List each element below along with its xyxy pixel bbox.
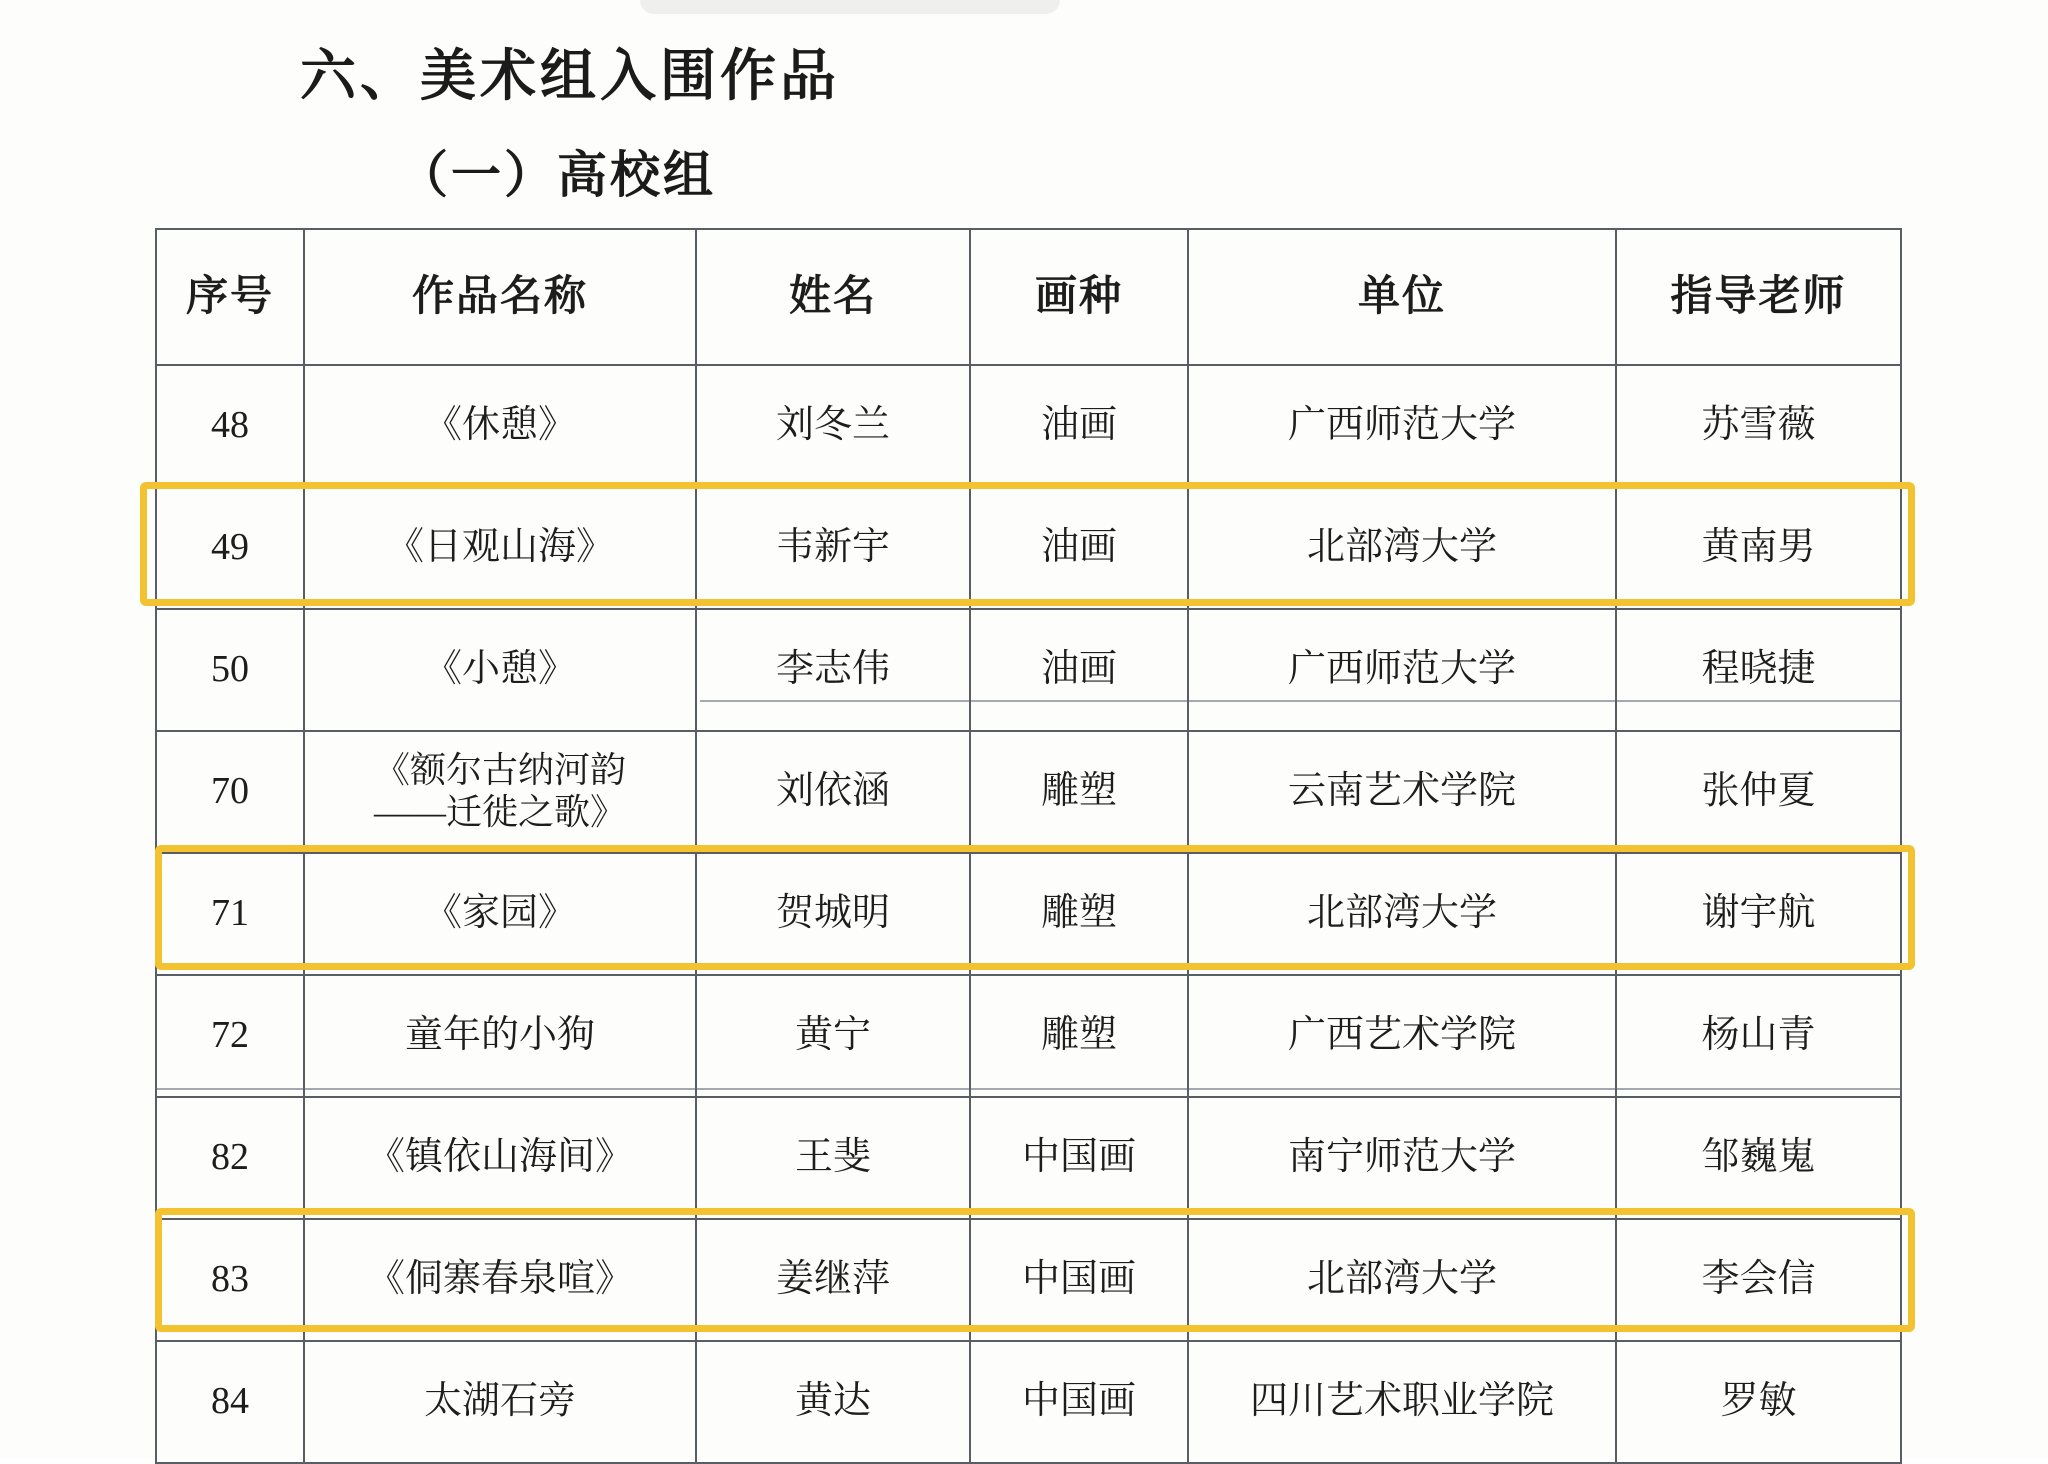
cell-tutor: 程晓捷	[1616, 609, 1901, 731]
table-header-row	[156, 229, 1901, 365]
cell-number: 50	[156, 609, 304, 731]
column-header-title: 作品名称	[304, 229, 696, 365]
cell-number: 82	[156, 1097, 304, 1219]
table-row	[156, 853, 1901, 975]
cell-title-line2: ——迁徙之歌》	[373, 792, 626, 832]
entries-table-wrapper	[155, 228, 1900, 1464]
table-row	[156, 487, 1901, 609]
cell-type: 雕塑	[970, 975, 1188, 1097]
page-top-smudge	[640, 0, 1060, 14]
page-title: 六、美术组入围作品	[300, 46, 840, 108]
cell-number: 72	[156, 975, 304, 1097]
cell-tutor: 邹巍嵬	[1616, 1097, 1901, 1219]
cell-type: 油画	[970, 487, 1188, 609]
cell-title: 《侗寨春泉喧》	[304, 1219, 696, 1341]
column-header-tutor: 指导老师	[1616, 229, 1901, 365]
cell-type: 中国画	[970, 1341, 1188, 1463]
cell-tutor: 苏雪薇	[1616, 365, 1901, 487]
cell-title: 太湖石旁	[304, 1341, 696, 1463]
table-row	[156, 1219, 1901, 1341]
cell-org: 北部湾大学	[1188, 853, 1616, 975]
table-row	[156, 1341, 1901, 1463]
column-header-number: 序号	[156, 229, 304, 365]
cell-org: 云南艺术学院	[1188, 731, 1616, 853]
cell-number: 70	[156, 731, 304, 853]
cell-number: 84	[156, 1341, 304, 1463]
cell-type: 雕塑	[970, 731, 1188, 853]
section-subtitle: （一）高校组	[398, 147, 716, 203]
cell-title-line1: 《额尔古纳河韵	[373, 750, 626, 791]
cell-type: 中国画	[970, 1097, 1188, 1219]
cell-title: 《小憩》	[304, 609, 696, 731]
cell-name: 李志伟	[696, 609, 970, 731]
cell-title: 《日观山海》	[304, 487, 696, 609]
cell-type: 油画	[970, 365, 1188, 487]
cell-org: 北部湾大学	[1188, 1219, 1616, 1341]
cell-title	[304, 731, 696, 853]
cell-tutor: 罗敏	[1616, 1341, 1901, 1463]
cell-name: 姜继萍	[696, 1219, 970, 1341]
cell-org: 南宁师范大学	[1188, 1097, 1616, 1219]
cell-tutor: 黄南男	[1616, 487, 1901, 609]
cell-org: 广西师范大学	[1188, 365, 1616, 487]
cell-title: 《家园》	[304, 853, 696, 975]
cell-number: 83	[156, 1219, 304, 1341]
cell-title: 《镇依山海间》	[304, 1097, 696, 1219]
cell-tutor: 张仲夏	[1616, 731, 1901, 853]
cell-name: 贺城明	[696, 853, 970, 975]
cell-tutor: 李会信	[1616, 1219, 1901, 1341]
cell-org: 广西师范大学	[1188, 609, 1616, 731]
cell-name: 黄达	[696, 1341, 970, 1463]
cell-org: 广西艺术学院	[1188, 975, 1616, 1097]
cell-title: 《休憩》	[304, 365, 696, 487]
cell-number: 49	[156, 487, 304, 609]
cell-tutor: 杨山青	[1616, 975, 1901, 1097]
cell-name: 王斐	[696, 1097, 970, 1219]
cell-type: 雕塑	[970, 853, 1188, 975]
table-row	[156, 731, 1901, 853]
cell-name: 刘依涵	[696, 731, 970, 853]
table-row	[156, 975, 1901, 1097]
cell-type: 油画	[970, 609, 1188, 731]
cell-org: 北部湾大学	[1188, 487, 1616, 609]
cell-name: 刘冬兰	[696, 365, 970, 487]
cell-number: 48	[156, 365, 304, 487]
cell-name: 黄宁	[696, 975, 970, 1097]
table-row	[156, 365, 1901, 487]
column-header-org: 单位	[1188, 229, 1616, 365]
cell-name: 韦新宇	[696, 487, 970, 609]
column-header-name: 姓名	[696, 229, 970, 365]
cell-title: 童年的小狗	[304, 975, 696, 1097]
cell-tutor: 谢宇航	[1616, 853, 1901, 975]
table-row	[156, 609, 1901, 731]
cell-type: 中国画	[970, 1219, 1188, 1341]
cell-org: 四川艺术职业学院	[1188, 1341, 1616, 1463]
table-row	[156, 1097, 1901, 1219]
entries-table	[155, 228, 1902, 1464]
column-header-type: 画种	[970, 229, 1188, 365]
cell-number: 71	[156, 853, 304, 975]
